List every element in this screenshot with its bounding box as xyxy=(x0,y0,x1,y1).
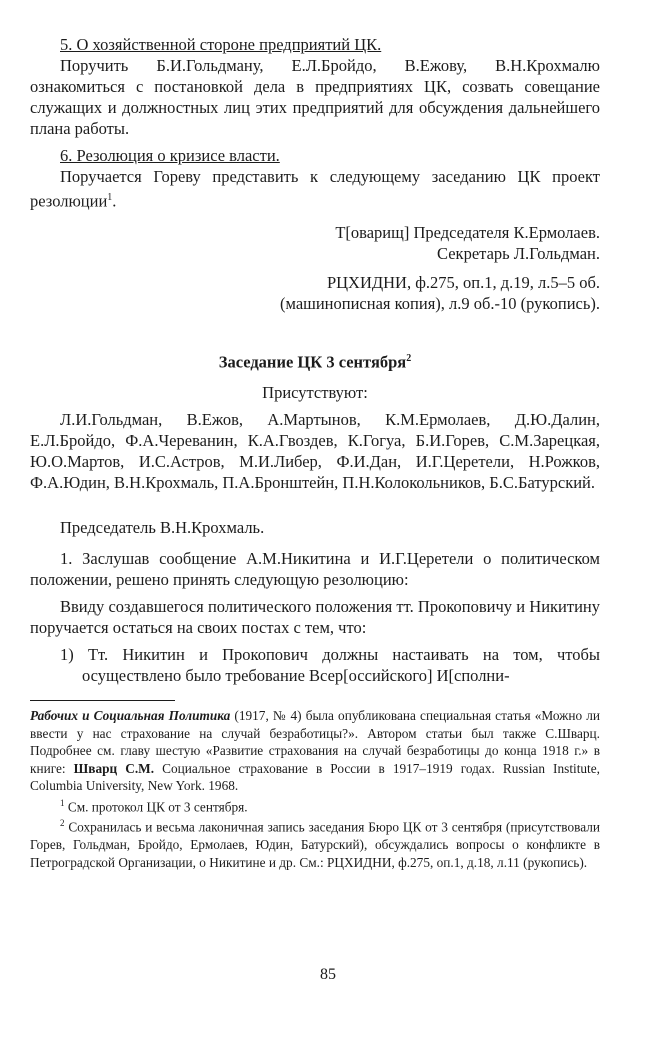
meeting-title: Заседание ЦК 3 сентября$^2$ xyxy=(218,352,412,371)
footnote-divider xyxy=(30,700,175,701)
resolution-para-3: 1) Тт. Никитин и Прокопович должны настаивать на том, чтобы осуществлено было требование Всер[оссийского] И[сполни- xyxy=(60,645,600,685)
footnote-ref-2: 2 xyxy=(406,352,412,364)
item5-text: Поручить Б.И.Гольдману, Е.Л.Бройдо, В.Ежову, В.Н.Крохмалю ознакомиться с постановкой дела в предприятиях ЦК, созвать совещание служащих и должностных лиц этих предприятий для обсуждения дальнейшего плана работы. xyxy=(30,56,600,138)
document-page xyxy=(30,34,600,871)
item6-heading: 6. Резолюция о кризисе власти. xyxy=(60,146,280,165)
footnote-continuation: Рабочих и Социальная Политика (1917, № 4) была опубликована специальная статья «Можно ли ввести у нас страхование на случай безработицы?». Автором статьи был также С.Шварц. Подробнее см. главу шестую «Развитие страхования на случай безработицы до конца 1918 г.» в книге: Шварц С.М. Социальное страхование в России в 1917–1919 годах. Russian Institute, Columbia University, New York. 1968. xyxy=(30,708,600,793)
chairman-line: Председатель В.Н.Крохмаль. xyxy=(60,518,265,537)
archive-ref-line2: (машинописная копия), л.9 об.-10 (рукопись). xyxy=(280,293,600,313)
item6-text: Поручается Гореву представить к следующему заседанию ЦК проект резолюции$^1$. xyxy=(30,167,600,211)
item5-heading: 5. О хозяйственной стороне предприятий ЦК. xyxy=(60,35,382,54)
resolution-para-2: Ввиду создавшегося политического положения тт. Прокоповичу и Никитину поручается остаться на своих постах с тем, что: xyxy=(30,597,600,637)
signature-chair: Т[оварищ] Председателя К.Ермолаев. xyxy=(335,222,600,242)
footnote-1: $^1$ См. протокол ЦК от 3 сентября. xyxy=(60,797,248,814)
archive-ref-line1: РЦХИДНИ, ф.275, оп.1, д.19, л.5–5 об. xyxy=(326,272,600,292)
present-label: Присутствуют: xyxy=(262,383,368,402)
page-number: 85 xyxy=(320,966,336,983)
footnote-2: $^2$ Сохранилась и весьма лаконичная запись заседания Бюро ЦК от 3 сентября (присутствовали Горев, Гольдман, Бройдо, Ермолаев, Юдин, Батурский), обсуждались вопросы о конфликте в Петроградской Организации, о Никитине и др. См.: РЦХИДНИ, ф.275, оп.1, д.18, л.11 (рукопись). xyxy=(30,818,600,870)
signature-secretary: Секретарь Л.Гольдман. xyxy=(437,243,600,263)
footnote-ref-1: 1 xyxy=(107,192,113,203)
present-list: Л.И.Гольдман, В.Ежов, А.Мартынов, К.М.Ермолаев, Д.Ю.Далин, Е.Л.Бройдо, Ф.А.Череванин, К.А.Гвоздев, К.Гогуа, Б.И.Горев, С.М.Зарецкая, Ю.О.Мартов, И.С.Астров, М.И.Либер, Ф.И.Дан, И.Г.Церетели, Н.Рожков, Ф.А.Юдин, В.Н.Крохмаль, П.А.Бронштейн, П.Н.Колокольников, Б.С.Батурский. xyxy=(30,410,600,492)
resolution-para-1: 1. Заслушав сообщение А.М.Никитина и И.Г.Церетели о политическом положении, решено принять следующую резолюцию: xyxy=(30,549,600,589)
